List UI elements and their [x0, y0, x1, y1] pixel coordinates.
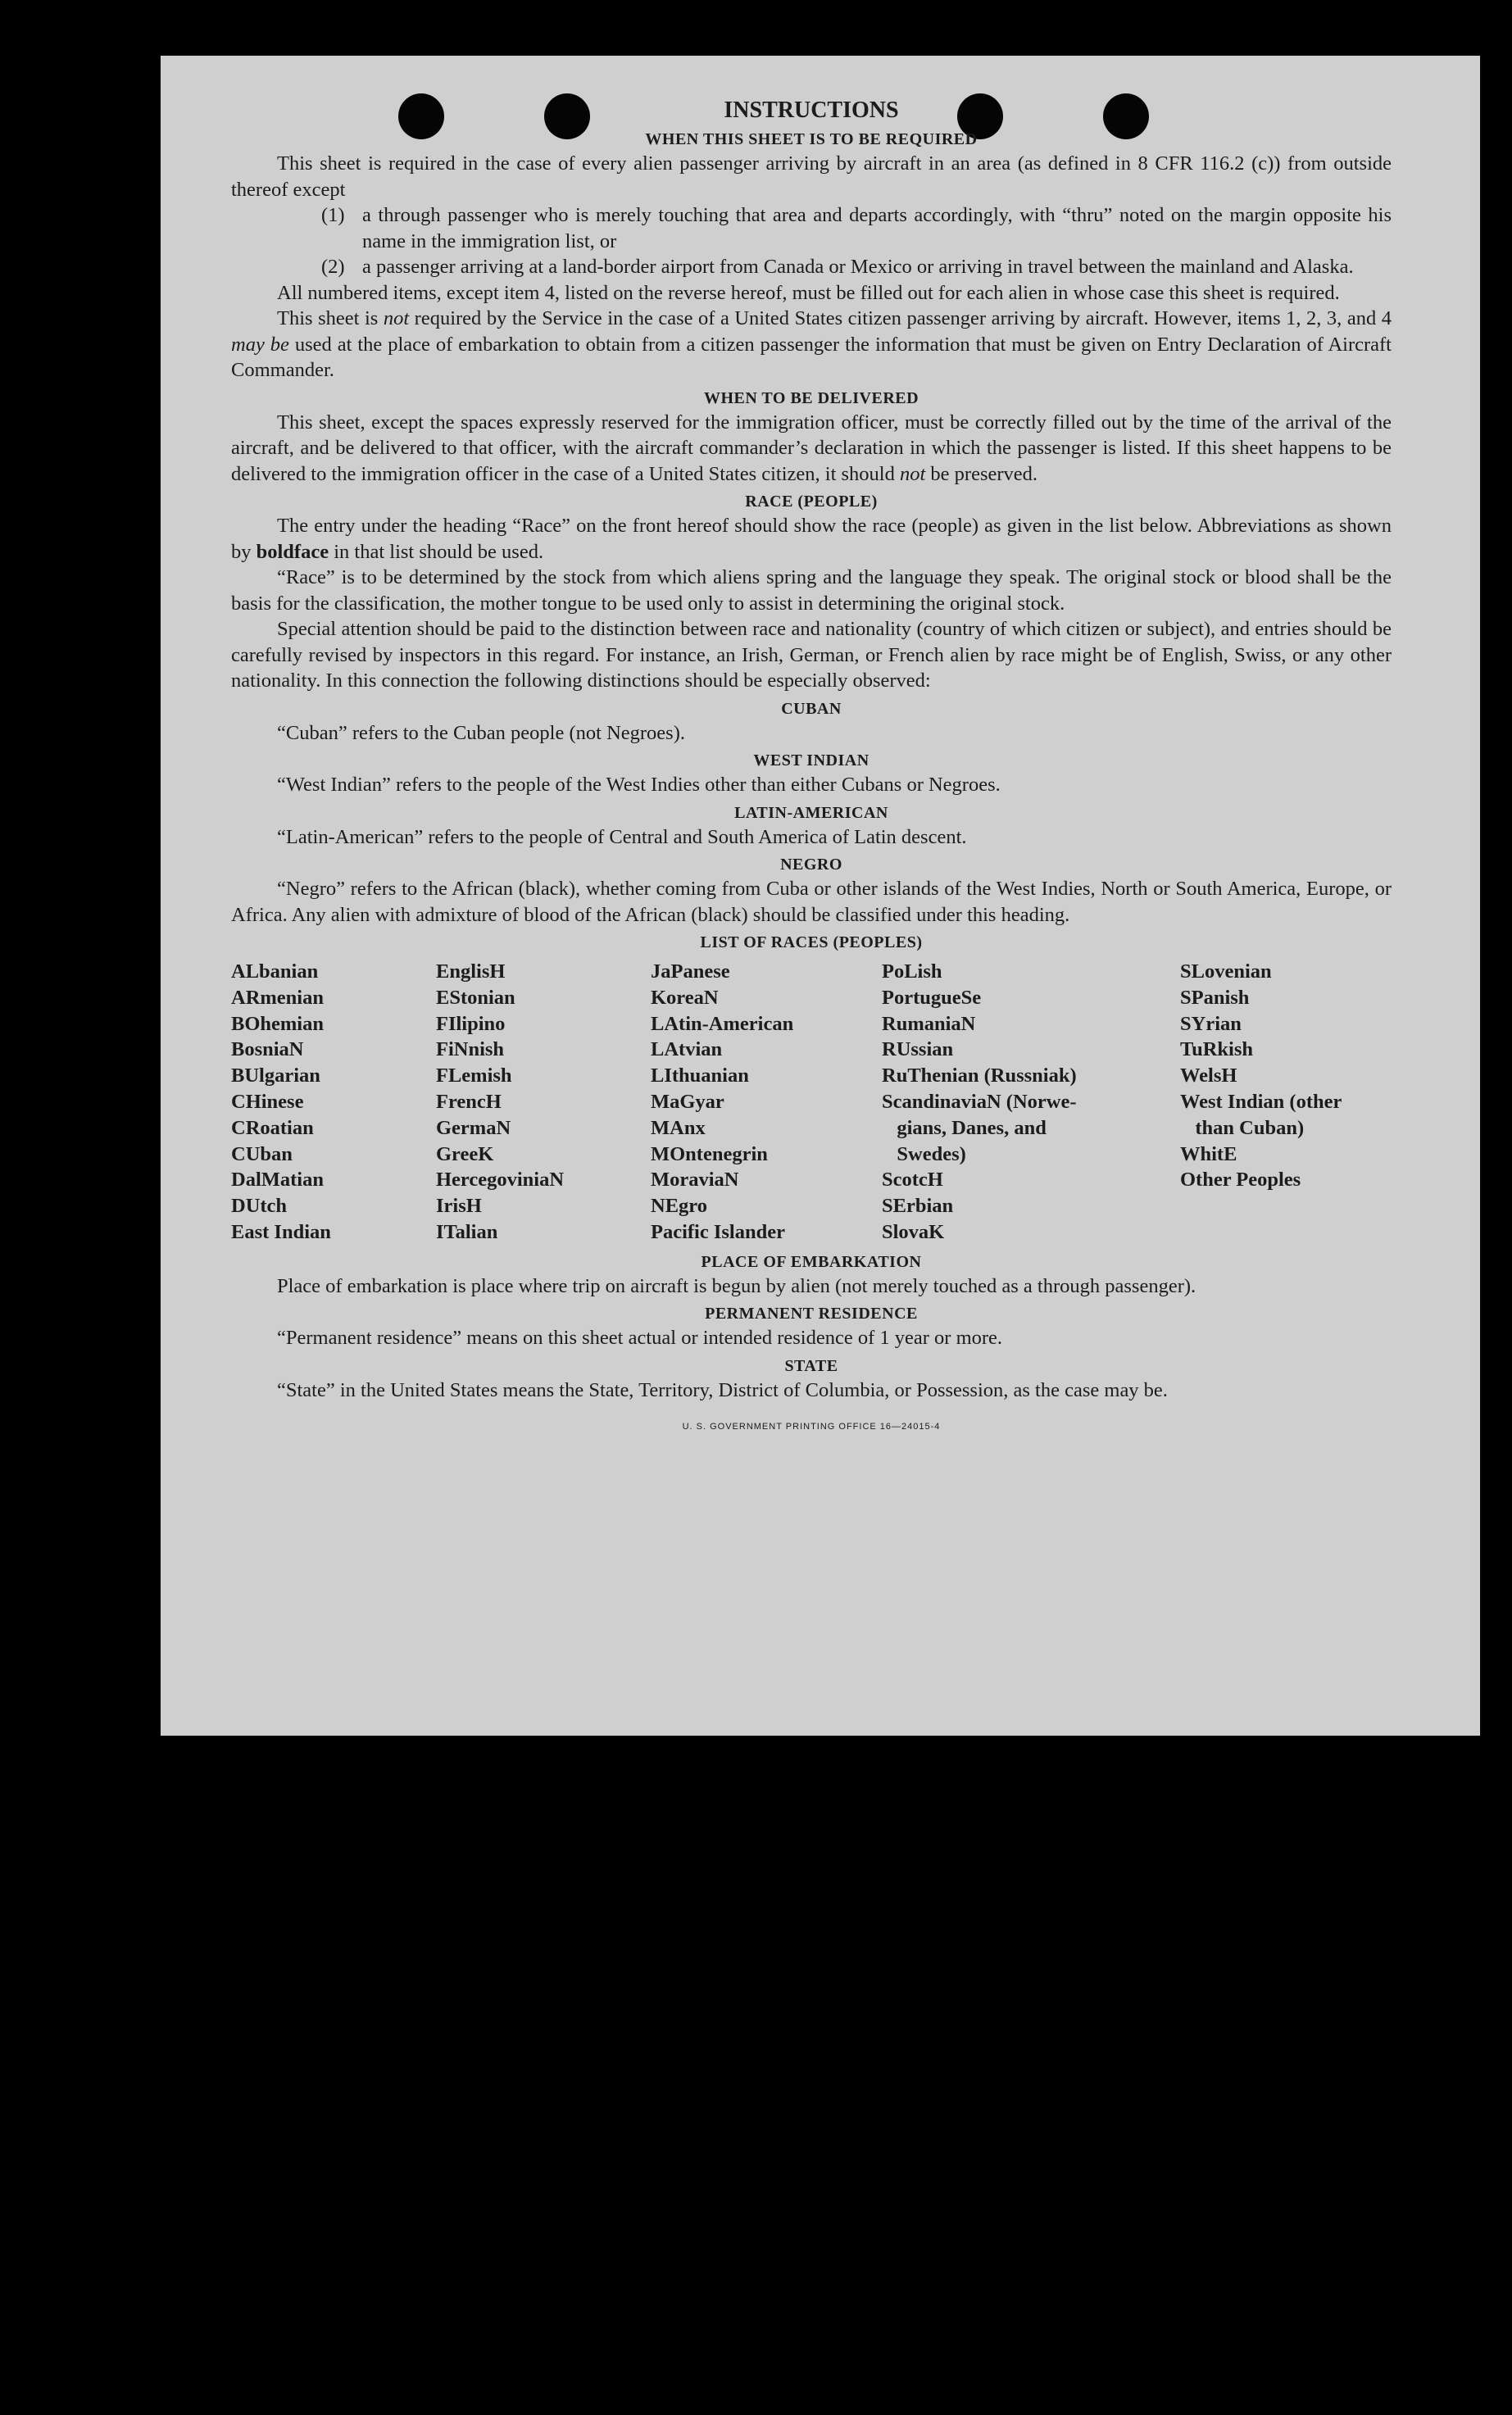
paragraph: “West Indian” refers to the people of the West Indies other than either Cubans or Negroes.: [277, 774, 1001, 796]
race-entry: ScandinaviaN (Norwe-: [882, 1090, 1077, 1113]
race-entry: GreeK: [436, 1142, 494, 1165]
race-entry: DalMatian: [231, 1169, 324, 1192]
race-entry: GermaN: [436, 1116, 511, 1139]
race-entry: CUban: [231, 1142, 293, 1165]
race-entry: BUlgarian: [231, 1065, 320, 1087]
race-entry: DUtch: [231, 1195, 288, 1218]
race-entry: CRoatian: [231, 1116, 314, 1139]
item-number: (2): [321, 256, 345, 278]
list-item: [321, 202, 1392, 254]
race-entry: ALbanian: [231, 960, 319, 983]
race-entry: IrisH: [436, 1195, 482, 1218]
race-entry: FiNnish: [436, 1038, 505, 1061]
item-text: a through passenger who is merely touching that area and departs accordingly, with “thru” noted on the margin opposite his name in the immigration list, or: [362, 204, 1392, 252]
race-entry: MOntenegrin: [651, 1142, 768, 1165]
race-entry: FLemish: [436, 1065, 512, 1087]
heading-race: RACE (PEOPLE): [745, 493, 878, 511]
race-entry: Swedes): [882, 1142, 966, 1165]
race-entry: BosniaN: [231, 1038, 304, 1061]
paragraph: “Cuban” refers to the Cuban people (not Negroes).: [277, 721, 685, 744]
race-entry: RumaniaN: [882, 1012, 976, 1035]
race-entry: CHinese: [231, 1090, 304, 1113]
races-column: [1180, 959, 1392, 1246]
races-column: [231, 959, 436, 1246]
list-item: [321, 254, 1392, 280]
race-entry: WelsH: [1180, 1065, 1237, 1087]
heading-when-delivered: WHEN TO BE DELIVERED: [703, 388, 919, 407]
paragraph: Special attention should be paid to the distinction between race and nationality (country of which citizen or subject), and entries should be carefully revised by inspectors in this regard. For instance, an Irish, German, or French alien by race might be of English, Swiss, or any other nationality. In this connection the following distinctions should be especially observed:: [231, 618, 1392, 692]
race-entry: EStonian: [436, 986, 515, 1009]
item-text: a passenger arriving at a land-border airport from Canada or Mexico or arriving in travel between the mainland and Alaska.: [362, 256, 1354, 278]
race-entry: RuThenian (Russniak): [882, 1065, 1077, 1087]
race-entry: Other Peoples: [1180, 1169, 1301, 1192]
race-entry: MoraviaN: [651, 1169, 739, 1192]
race-entry: PoLish: [882, 960, 942, 983]
race-entry: WhitE: [1180, 1142, 1237, 1165]
race-entry: LAtin-American: [651, 1012, 794, 1035]
race-entry: RUssian: [882, 1038, 954, 1061]
race-entry: Pacific Islander: [651, 1220, 785, 1243]
race-entry: SYrian: [1180, 1012, 1242, 1035]
heading-state: STATE: [784, 1356, 838, 1375]
race-entry: LAtvian: [651, 1038, 723, 1061]
race-entry: HercegoviniaN: [436, 1169, 565, 1192]
race-entry: SlovaK: [882, 1220, 945, 1243]
paragraph: All numbered items, except item 4, listed on the reverse hereof, must be filled out for each alien in whose case this sheet is required.: [277, 281, 1340, 304]
paragraph: “Latin-American” refers to the people of Central and South America of Latin descent.: [277, 825, 967, 848]
race-entry: PortugueSe: [882, 986, 982, 1009]
race-entry: TuRkish: [1180, 1038, 1254, 1061]
race-entry: SLovenian: [1180, 960, 1272, 983]
race-entry: than Cuban): [1180, 1116, 1305, 1139]
races-column: [651, 959, 882, 1246]
race-entry: NEgro: [651, 1195, 707, 1218]
paragraph: “Race” is to be determined by the stock from which aliens spring and the language they speak. The original stock or blood shall be the basis for the classification, the mother tongue to be used only to assist in determining the original stock.: [231, 566, 1392, 615]
paragraph: “State” in the United States means the State, Territory, District of Columbia, or Possession, as the case may be.: [277, 1378, 1168, 1401]
heading-latin-american: LATIN-AMERICAN: [734, 803, 888, 822]
race-entry: West Indian (other: [1180, 1090, 1342, 1113]
paragraph: Place of embarkation is place where trip on aircraft is begun by alien (not merely touched as a through passenger).: [277, 1274, 1196, 1297]
paragraph: This sheet is not required by the Service in the case of a United States citizen passenger arriving by aircraft. However, items 1, 2, 3, and 4 may be used at the place of embarkation to obtain from a citizen passenger the information that must be given on Entry Declaration of Aircraft Commander.: [231, 307, 1392, 381]
races-column: [882, 959, 1180, 1246]
race-entry: MAnx: [651, 1116, 706, 1139]
race-entry: SErbian: [882, 1195, 954, 1218]
heading-when-required: WHEN THIS SHEET IS TO BE REQUIRED: [645, 130, 978, 148]
race-entry: SPanish: [1180, 986, 1250, 1009]
race-entry: ITalian: [436, 1220, 498, 1243]
paragraph: The entry under the heading “Race” on the front hereof should show the race (people) as given in the list below. Abbreviations as shown by boldface in that list should be used.: [231, 515, 1392, 563]
heading-negro: NEGRO: [780, 856, 842, 874]
document-sheet: [161, 56, 1480, 1736]
race-entry: KoreaN: [651, 986, 719, 1009]
heading-cuban: CUBAN: [781, 699, 842, 718]
heading-west-indian: WEST INDIAN: [753, 751, 870, 769]
race-entry: FIlipino: [436, 1012, 506, 1035]
document-title: INSTRUCTIONS: [724, 98, 899, 123]
race-entry: East Indian: [231, 1220, 331, 1243]
race-entry: ScotcH: [882, 1169, 943, 1192]
printing-office-footer: U. S. GOVERNMENT PRINTING OFFICE 16—24015-4: [682, 1422, 941, 1432]
race-entry: LIthuanian: [651, 1065, 749, 1087]
races-list: [231, 959, 1392, 1246]
race-entry: ARmenian: [231, 986, 324, 1009]
paragraph: “Permanent residence” means on this sheet actual or intended residence of 1 year or more.: [277, 1327, 1003, 1350]
instructions-text: [231, 97, 1392, 1441]
paragraph: This sheet is required in the case of every alien passenger arriving by aircraft in an area (as defined in 8 CFR 116.2 (c)) from outside thereof except: [231, 152, 1392, 201]
item-number: (1): [321, 204, 345, 226]
race-entry: gians, Danes, and: [882, 1116, 1047, 1139]
paragraph: This sheet, except the spaces expressly reserved for the immigration officer, must be correctly filled out by the time of the arrival of the aircraft, and be delivered to that officer, with the aircraft commander’s declaration in which the passenger is listed. If this sheet happens to be delivered to the immigration officer in the case of a United States citizen, it should not be preserved.: [231, 411, 1392, 485]
race-entry: MaGyar: [651, 1090, 724, 1113]
race-entry: FrencH: [436, 1090, 502, 1113]
race-entry: JaPanese: [651, 960, 730, 983]
race-entry: BOhemian: [231, 1012, 324, 1035]
races-column: [436, 959, 651, 1246]
heading-permanent-residence: PERMANENT RESIDENCE: [705, 1305, 918, 1323]
race-entry: EnglisH: [436, 960, 506, 983]
paragraph: “Negro” refers to the African (black), whether coming from Cuba or other islands of the West Indies, North or South America, Europe, or Africa. Any alien with admixture of blood of the African (black) should be classified under this heading.: [231, 878, 1392, 926]
heading-list-of-races: LIST OF RACES (PEOPLES): [700, 933, 923, 951]
heading-embarkation: PLACE OF EMBARKATION: [701, 1252, 922, 1271]
